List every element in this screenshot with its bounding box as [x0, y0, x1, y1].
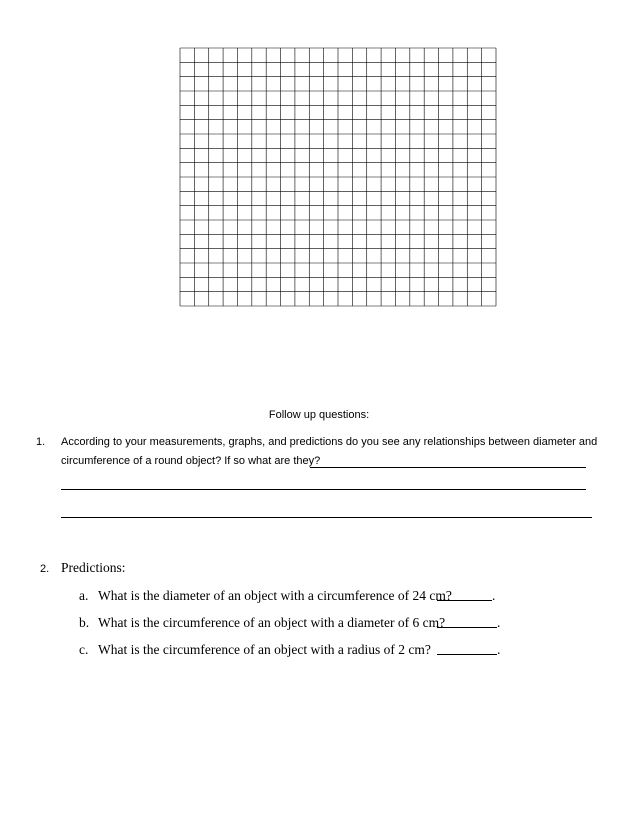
prediction-c-text: What is the circumference of an object with a radius of 2 cm?	[98, 642, 431, 657]
answer-line-3[interactable]	[61, 517, 592, 518]
prediction-c-period: .	[497, 642, 501, 657]
question-1-number: 1.	[36, 436, 46, 448]
answer-line-1[interactable]	[310, 467, 586, 468]
answer-line-2[interactable]	[61, 489, 586, 490]
question-2-label: Predictions:	[61, 560, 126, 575]
question-1-text-line-1: According to your measurements, graphs, and predictions do you see any relationships between diameter and	[61, 436, 598, 448]
prediction-c-letter: c.	[79, 642, 89, 657]
prediction-a-period: .	[492, 588, 496, 603]
prediction-b-answer-blank[interactable]	[437, 627, 497, 628]
prediction-b-text: What is the circumference of an object with a diameter of 6 cm?	[98, 615, 446, 630]
prediction-b-letter: b.	[79, 615, 90, 630]
follow-up-heading: Follow up questions:	[268, 409, 370, 421]
question-1-text-line-2: circumference of a round object? If so what are they?	[61, 455, 321, 467]
prediction-b-period: .	[497, 615, 501, 630]
prediction-a-letter: a.	[79, 588, 89, 603]
prediction-a-text: What is the diameter of an object with a circumference of 24 cm?	[98, 588, 452, 603]
graph-paper-grid	[179, 47, 497, 307]
prediction-a-answer-blank[interactable]	[437, 600, 492, 601]
question-2-number: 2.	[40, 563, 50, 575]
prediction-c-answer-blank[interactable]	[437, 654, 497, 655]
